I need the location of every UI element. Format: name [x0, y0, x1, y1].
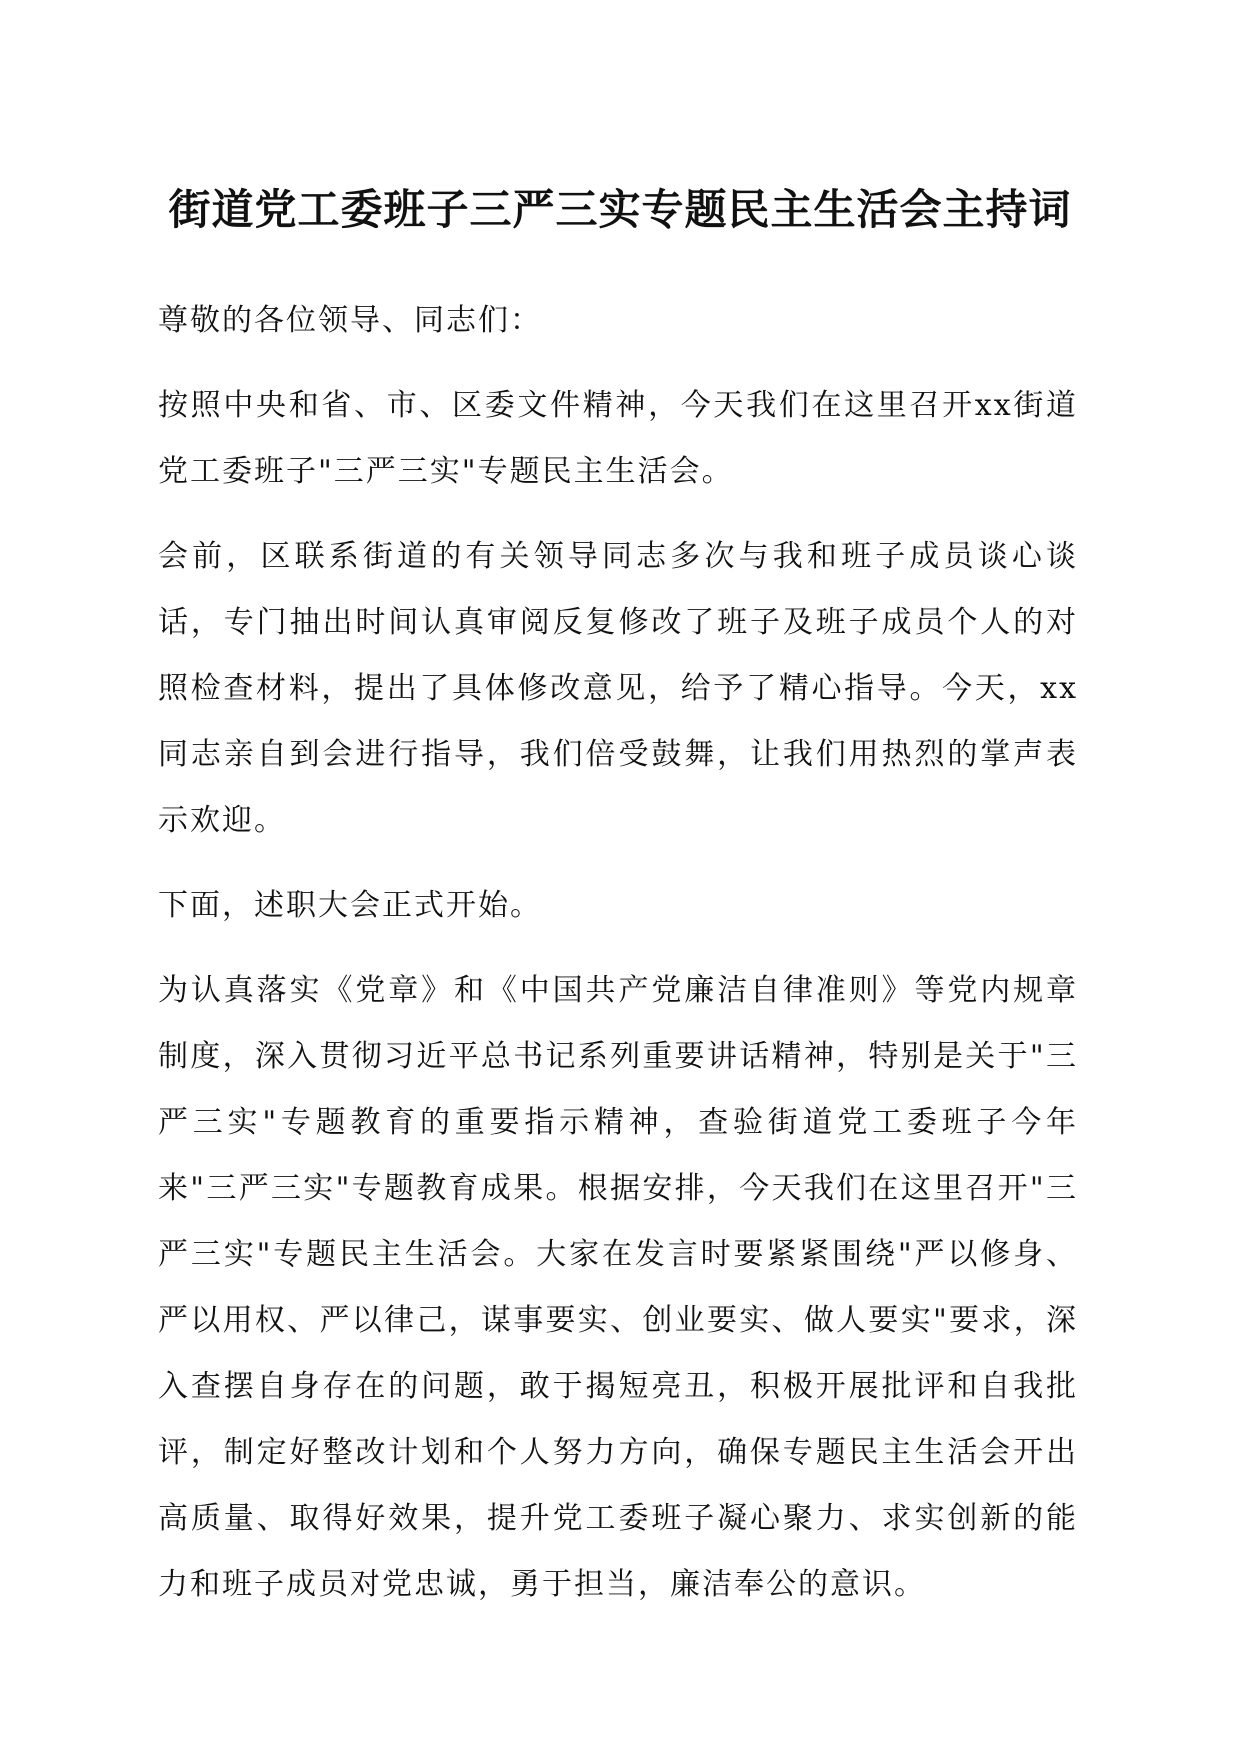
paragraph-requirements: 为认真落实《党章》和《中国共产党廉洁自律准则》等党内规章制度，深入贯彻习近平总书记系列重要讲话精神，特别是关于"三严三实"专题教育的重要指示精神，查验街道党工委班子今年来"三严三实"专题教育成果。根据安排，今天我们在这里召开"三严三实"专题民主生活会。大家在发言时要紧紧围绕"严以修身、严以用权、严以律己，谋事要实、创业要实、做人要实"要求，深入查摆自身存在的问题，敢于揭短亮丑，积极开展批评和自我批评，制定好整改计划和个人努力方向，确保专题民主生活会开出高质量、取得好效果，提升党工委班子凝心聚力、求实创新的能力和班子成员对党忠诚，勇于担当，廉洁奉公的意识。 — [158, 973, 1078, 1602]
paragraph-preparation: 会前，区联系街道的有关领导同志多次与我和班子成员谈心谈话，专门抽出时间认真审阅反复修改了班子及班子成员个人的对照检查材料，提出了具体修改意见，给予了精心指导。今天，xx同志亲自到会进行指导，我们倍受鼓舞，让我们用热烈的掌声表示欢迎。 — [158, 539, 1078, 838]
document-body — [158, 288, 1078, 1637]
document-title: 街道党工委班子三严三实专题民主生活会主持词 — [168, 185, 1072, 234]
paragraph-opening: 按照中央和省、市、区委文件精神，今天我们在这里召开xx街道党工委班子"三严三实"专题民主生活会。 — [158, 388, 1078, 489]
paragraph-start: 下面，述职大会正式开始。 — [158, 888, 542, 923]
paragraph-salutation: 尊敬的各位领导、同志们： — [158, 303, 542, 338]
